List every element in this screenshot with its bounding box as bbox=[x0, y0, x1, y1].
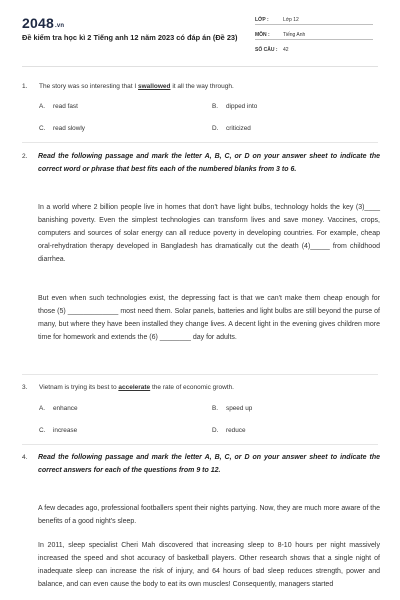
option-letter: C. bbox=[39, 427, 46, 434]
meta-count-value: 42 bbox=[283, 47, 289, 53]
meta-divider bbox=[255, 39, 373, 40]
option-text: increase bbox=[53, 427, 78, 434]
option-a[interactable] bbox=[39, 103, 78, 110]
option-d[interactable] bbox=[212, 125, 251, 132]
question-divider bbox=[22, 444, 378, 445]
question-stem bbox=[39, 384, 379, 391]
option-text: enhance bbox=[53, 405, 78, 412]
option-letter: A. bbox=[39, 405, 46, 412]
option-c[interactable] bbox=[39, 427, 77, 434]
document-header bbox=[0, 0, 400, 66]
meta-class-label: LỚP : bbox=[255, 17, 269, 23]
meta-count-label: SỐ CÂU : bbox=[255, 47, 278, 53]
passage-paragraph: In 2011, sleep specialist Cheri Mah discovered that increasing sleep to 8-10 hours per night massively increased the speed and shot accuracy of basketball players. Other research shows that a single night of inadequate sleep can increase the risk of injury, and 64 hours of bad sleep reduces strength, power and balance, and can even cause the body to eat its own muscles! Consequently, managers started bbox=[38, 542, 380, 588]
logo-domain: .vn bbox=[54, 23, 65, 29]
option-text: read fast bbox=[53, 103, 78, 110]
option-letter: A. bbox=[39, 103, 46, 110]
question-number: 4. bbox=[22, 454, 28, 461]
stem-keyword: swallowed bbox=[138, 83, 171, 90]
site-logo[interactable] bbox=[22, 15, 64, 31]
passage-paragraph: A few decades ago, professional footballers spent their nights partying. Now, they are much more aware of the benefits of a good night's sleep. bbox=[38, 505, 380, 525]
stem-text: Vietnam is trying its best to bbox=[39, 384, 119, 391]
question-number: 3. bbox=[22, 384, 28, 391]
option-letter: B. bbox=[212, 103, 219, 110]
question-number: 2. bbox=[22, 153, 28, 160]
option-letter: C. bbox=[39, 125, 46, 132]
option-text: reduce bbox=[226, 427, 246, 434]
option-text: read slowly bbox=[53, 125, 85, 132]
option-letter: B. bbox=[212, 405, 219, 412]
option-b[interactable] bbox=[212, 405, 252, 412]
stem-text: The story was so interesting that I bbox=[39, 83, 138, 90]
stem-keyword: accelerate bbox=[118, 384, 151, 391]
question-number: 1. bbox=[22, 83, 28, 90]
passage-paragraph: In a world where 2 billion people live in homes that don't have light bulbs, technology holds the key (3)____ banishing poverty. Even the simplest technologies can transform lives and save money. Vaccines, crops, computers and sources of solar energy can all reduce poverty in developing countries. For example, cheap oral-rehydration therapy developed in Bangladesh has dramatically cut the death (4)_____ from childhood diarrhea. bbox=[38, 204, 380, 263]
stem-text: the rate of economic growth. bbox=[150, 384, 234, 391]
logo-text: 2048 bbox=[22, 15, 54, 31]
option-letter: D. bbox=[212, 427, 219, 434]
passage-instruction: Read the following passage and mark the letter A, B, C, or D on your answer sheet to indicate the correct word or phrase that best fits each of the numbered blanks from 3 to 6. bbox=[38, 153, 380, 173]
header-divider bbox=[22, 66, 378, 67]
option-text: criticized bbox=[226, 125, 251, 132]
passage-paragraph: But even when such technologies exist, the depressing fact is that we can't make them cheap enough for those (5) _____________ most need them. Solar panels, batteries and light bulbs are still beyond the purse of many, but where they have been installed they change lives. A decent light in the evening gives children more time for homework and extends the (6) ________ day for adults. bbox=[38, 295, 380, 341]
stem-text: it all the way through. bbox=[170, 83, 234, 90]
option-d[interactable] bbox=[212, 427, 246, 434]
option-c[interactable] bbox=[39, 125, 85, 132]
option-text: speed up bbox=[226, 405, 253, 412]
question-divider bbox=[22, 374, 378, 375]
passage-instruction: Read the following passage and mark the letter A, B, C, or D on your answer sheet to indicate the correct answers for each of the questions from 9 to 12. bbox=[38, 454, 380, 474]
option-letter: D. bbox=[212, 125, 219, 132]
option-text: dipped into bbox=[226, 103, 258, 110]
question-divider bbox=[22, 142, 378, 143]
document-title: Đề kiểm tra học kì 2 Tiếng anh 12 năm 2023 có đáp án (Đề 23) bbox=[22, 33, 238, 42]
option-a[interactable] bbox=[39, 405, 78, 412]
question-stem bbox=[39, 83, 379, 90]
meta-subject-label: MÔN : bbox=[255, 32, 270, 38]
meta-subject-value: Tiếng Anh bbox=[283, 32, 306, 38]
meta-divider bbox=[255, 24, 373, 25]
meta-class-value: Lớp 12 bbox=[283, 17, 299, 23]
option-b[interactable] bbox=[212, 103, 257, 110]
